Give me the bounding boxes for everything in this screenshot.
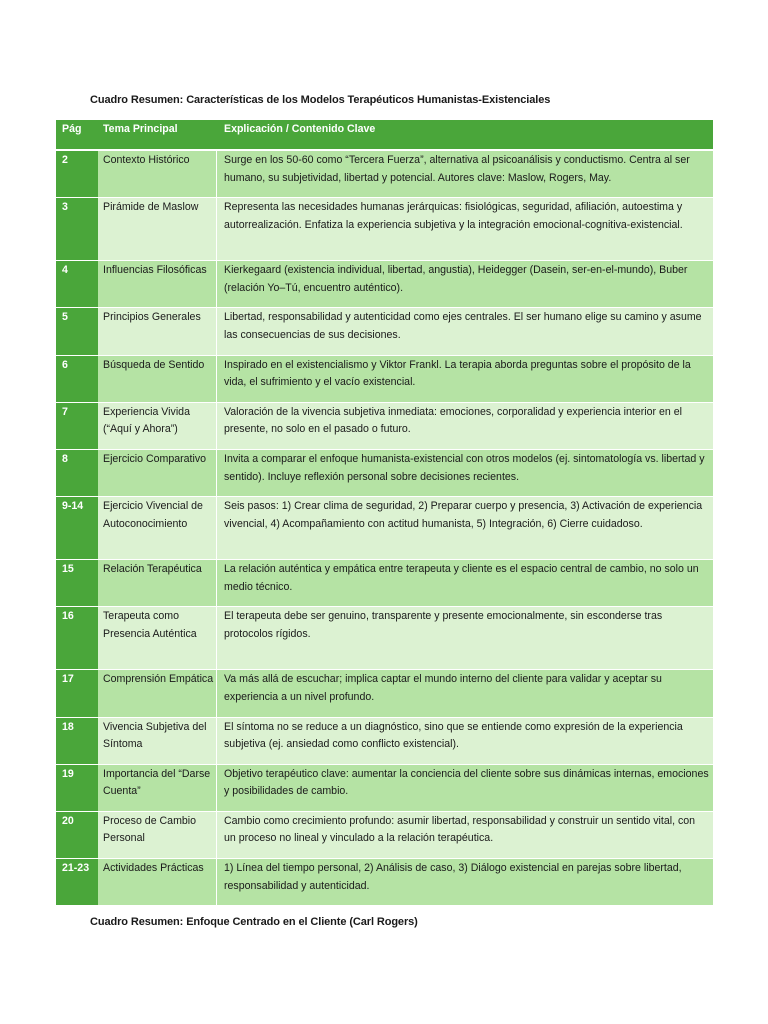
row-explicacion: Surge en los 50-60 como “Tercera Fuerza”, alternativa al psicoanálisis y conductismo. Centra al ser humano, su subjetividad, libertad y potencial. Autores clave: Maslow, Rogers, May. (217, 150, 713, 197)
row-pag: 5 (56, 307, 98, 354)
table-row (56, 669, 713, 716)
row-pag: 7 (56, 402, 98, 449)
row-explicacion: Kierkegaard (existencia individual, libertad, angustia), Heidegger (Dasein, ser-en-el-mundo), Buber (relación Yo–Tú, encuentro auténtico). (217, 260, 713, 307)
table-row (56, 811, 713, 858)
table-row (56, 858, 713, 905)
row-tema: Proceso de Cambio Personal (98, 811, 217, 858)
row-tema: Importancia del “Darse Cuenta” (98, 764, 217, 811)
row-explicacion: Objetivo terapéutico clave: aumentar la conciencia del cliente sobre sus dinámicas internas, emociones y posibilidades de cambio. (217, 764, 713, 811)
row-tema: Experiencia Vivida (“Aquí y Ahora”) (98, 402, 217, 449)
table-row (56, 307, 713, 354)
header-tema: Tema Principal (98, 120, 217, 150)
row-explicacion: Valoración de la vivencia subjetiva inmediata: emociones, corporalidad y experiencia interior en el presente, no solo en el pasado o futuro. (217, 402, 713, 449)
row-tema: Pirámide de Maslow (98, 197, 217, 260)
row-pag: 17 (56, 669, 98, 716)
row-pag: 19 (56, 764, 98, 811)
row-tema: Actividades Prácticas (98, 858, 217, 905)
row-pag: 2 (56, 150, 98, 197)
row-explicacion: El terapeuta debe ser genuino, transparente y presente emocionalmente, sin esconderse tras protocolos rígidos. (217, 606, 713, 669)
table-row (56, 764, 713, 811)
section-title: Cuadro Resumen: Enfoque Centrado en el Cliente (Carl Rogers) (90, 916, 418, 928)
table-row (56, 717, 713, 764)
table-row (56, 496, 713, 559)
row-explicacion: Inspirado en el existencialismo y Viktor Frankl. La terapia aborda preguntas sobre el propósito de la vida, el sufrimiento y el vacío existencial. (217, 355, 713, 402)
row-explicacion: Representa las necesidades humanas jerárquicas: fisiológicas, seguridad, afiliación, autoestima y autorrealización. Enfatiza la experiencia subjetiva y la integración emocional-cognitiva-existencial. (217, 197, 713, 260)
row-tema: Influencias Filosóficas (98, 260, 217, 307)
table-row (56, 260, 713, 307)
row-explicacion: Cambio como crecimiento profundo: asumir libertad, responsabilidad y construir un sentido vital, con un proceso no lineal y vinculado a la relación terapéutica. (217, 811, 713, 858)
row-pag: 3 (56, 197, 98, 260)
table-row (56, 402, 713, 449)
row-pag: 18 (56, 717, 98, 764)
table-row (56, 606, 713, 669)
row-pag: 15 (56, 559, 98, 606)
table-row (56, 150, 713, 197)
summary-table (56, 120, 713, 905)
row-explicacion: Libertad, responsabilidad y autenticidad como ejes centrales. El ser humano elige su camino y asume las consecuencias de sus decisiones. (217, 307, 713, 354)
row-tema: Comprensión Empática (98, 669, 217, 716)
row-explicacion: Invita a comparar el enfoque humanista-existencial con otros modelos (ej. sintomatología vs. libertad y sentido). Incluye reflexión personal sobre decisiones recientes. (217, 449, 713, 496)
row-pag: 8 (56, 449, 98, 496)
row-tema: Búsqueda de Sentido (98, 355, 217, 402)
row-tema: Relación Terapéutica (98, 559, 217, 606)
row-explicacion: La relación auténtica y empática entre terapeuta y cliente es el espacio central de cambio, no solo un medio técnico. (217, 559, 713, 606)
row-tema: Terapeuta como Presencia Auténtica (98, 606, 217, 669)
row-pag: 9-14 (56, 496, 98, 559)
row-explicacion: 1) Línea del tiempo personal, 2) Análisis de caso, 3) Diálogo existencial en parejas sobre libertad, responsabilidad y autenticidad. (217, 858, 713, 905)
table-row (56, 197, 713, 260)
row-tema: Ejercicio Comparativo (98, 449, 217, 496)
header-explicacion: Explicación / Contenido Clave (217, 120, 713, 150)
row-pag: 21-23 (56, 858, 98, 905)
row-tema: Vivencia Subjetiva del Síntoma (98, 717, 217, 764)
row-explicacion: Va más allá de escuchar; implica captar el mundo interno del cliente para validar y aceptar su experiencia a un nivel profundo. (217, 669, 713, 716)
table-row (56, 449, 713, 496)
row-pag: 20 (56, 811, 98, 858)
row-tema: Ejercicio Vivencial de Autoconocimiento (98, 496, 217, 559)
table-header-row (56, 120, 713, 150)
header-pag: Pág (56, 120, 98, 150)
row-pag: 16 (56, 606, 98, 669)
document-title: Cuadro Resumen: Características de los Modelos Terapéuticos Humanistas-Existenciales (90, 94, 551, 106)
row-tema: Principios Generales (98, 307, 217, 354)
row-tema: Contexto Histórico (98, 150, 217, 197)
row-explicacion: El síntoma no se reduce a un diagnóstico, sino que se entiende como expresión de la experiencia subjetiva (ej. ansiedad como conflicto existencial). (217, 717, 713, 764)
row-explicacion: Seis pasos: 1) Crear clima de seguridad, 2) Preparar cuerpo y presencia, 3) Activación de experiencia vivencial, 4) Acompañamiento con actitud humanista, 5) Integración, 6) Cierre cuidadoso. (217, 496, 713, 559)
table-row (56, 559, 713, 606)
row-pag: 6 (56, 355, 98, 402)
row-pag: 4 (56, 260, 98, 307)
table-row (56, 355, 713, 402)
